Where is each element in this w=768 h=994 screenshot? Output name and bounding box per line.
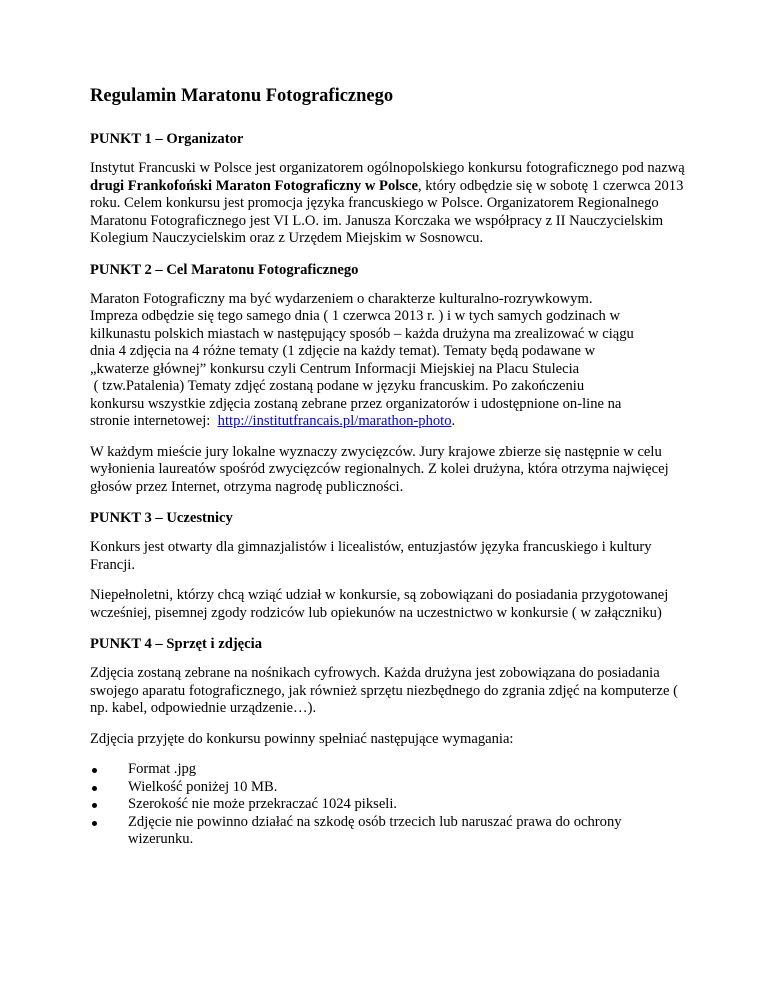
- section-2-heading: PUNKT 2 – Cel Maratonu Fotograficznego: [90, 261, 359, 278]
- section-2-paragraph-1: [90, 291, 690, 431]
- section-4-heading: PUNKT 4 – Sprzęt i zdjęcia: [90, 636, 262, 652]
- section-1-heading: PUNKT 1 – Organizator: [90, 131, 244, 147]
- marathon-photo-link[interactable]: http://institutfrancais.pl/marathon-photo: [217, 413, 452, 429]
- section-1-event-name: drugi Frankofoński Maraton Fotograficzny w Polsce: [90, 177, 418, 194]
- list-item: [128, 796, 690, 814]
- section-3-paragraph-1: Konkurs jest otwarty dla gimnazjalistów i licealistów, entuzjastów języka francuskiego i kultury Francji.: [90, 539, 652, 573]
- section-2-line-6: ( tzw.Patalenia) Tematy zdjęć zostaną podane w języku francuskim. Po zakończeniu: [90, 378, 585, 394]
- section-3-heading: PUNKT 3 – Uczestnicy: [90, 510, 233, 526]
- requirement-text: Szerokość nie może przekraczać 1024 pikseli.: [128, 796, 398, 812]
- section-3-paragraph-2: Niepełnoletni, którzy chcą wziąć udział w konkursie, są zobowiązani do posiadania przygotowanej wcześniej, pisemnej zgody rodziców lub opiekunów na uczestnictwo w konkursie ( w załączniku): [90, 587, 669, 621]
- list-item: [128, 761, 690, 779]
- section-4-paragraph-1: Zdjęcia zostaną zebrane na nośnikach cyfrowych. Każda drużyna jest zobowiązana do posiadania swojego aparatu fotograficznego, jak również sprzętu niezbędnego do zgrania zdjęć na komputerze ( np. kabel, odpowiednie urządzenie…).: [90, 665, 678, 716]
- section-2-line-4: dnia 4 zdjęcia na 4 różne tematy (1 zdjęcie na każdy temat). Tematy będą podawane w: [90, 343, 596, 359]
- section-2-line-2: Impreza odbędzie się tego samego dnia ( 1 czerwca 2013 r. ) i w tych samych godzinach w: [90, 308, 621, 324]
- section-2-line-8-end: .: [451, 413, 456, 429]
- section-2-line-8: stronie internetowej:: [90, 413, 218, 429]
- section-1-text-b: , który odbędzie się w sobotę 1 czerwca 2013 roku. Celem konkursu jest promocja języka francuskiego w Polsce. Organizatorem Regionalnego Maratonu Fotograficznego jest VI L.O. im. Janusza Korczaka we współpracy z II Nauczycielskim Kolegium Nauczycielskim oraz z Urzędem Miejskim w Sosnowcu.: [90, 177, 684, 246]
- requirements-list: [90, 761, 690, 849]
- section-1-text-a: Instytut Francuski w Polsce jest organizatorem ogólnopolskiego konkursu fotograficznego pod nazwą: [90, 160, 685, 176]
- section-2-line-7: konkursu wszystkie zdjęcia zostaną zebrane przez organizatorów i udostępnione on-line na: [90, 395, 622, 412]
- section-4-paragraph-2: Zdjęcia przyjęte do konkursu powinny spełniać następujące wymagania:: [90, 730, 514, 747]
- list-item: [128, 814, 690, 849]
- requirement-text: Wielkość poniżej 10 MB.: [128, 778, 278, 795]
- bullet-icon: [92, 803, 97, 808]
- requirement-text: Format .jpg: [128, 761, 197, 777]
- section-1-paragraph: [90, 160, 690, 248]
- bullet-icon: [92, 821, 97, 826]
- document-page: [90, 84, 690, 849]
- section-2-paragraph-2: W każdym mieście jury lokalne wyznaczy zwycięzców. Jury krajowe zbierze się następnie w celu wyłonienia laureatów spośród zwycięzców regionalnych. Z kolei drużyna, która otrzyma najwięcej głosów przez Internet, otrzyma nagrodę publiczności.: [90, 443, 669, 495]
- bullet-icon: [92, 768, 97, 773]
- document-title: Regulamin Maratonu Fotograficznego: [90, 86, 394, 106]
- bullet-icon: [92, 786, 97, 791]
- requirement-text: Zdjęcie nie powinno działać na szkodę osób trzecich lub naruszać prawa do ochrony wizerunku.: [128, 813, 622, 847]
- section-2-line-3: kilkunastu polskich miastach w następujący sposób – każda drużyna ma zrealizować w ciągu: [90, 325, 634, 342]
- list-item: [128, 779, 690, 797]
- section-2-line-5: „kwaterze głównej” konkursu czyli Centrum Informacji Miejskiej na Placu Stulecia: [90, 360, 580, 377]
- section-2-line-1: Maraton Fotograficzny ma być wydarzeniem o charakterze kulturalno-rozrywkowym.: [90, 290, 593, 307]
